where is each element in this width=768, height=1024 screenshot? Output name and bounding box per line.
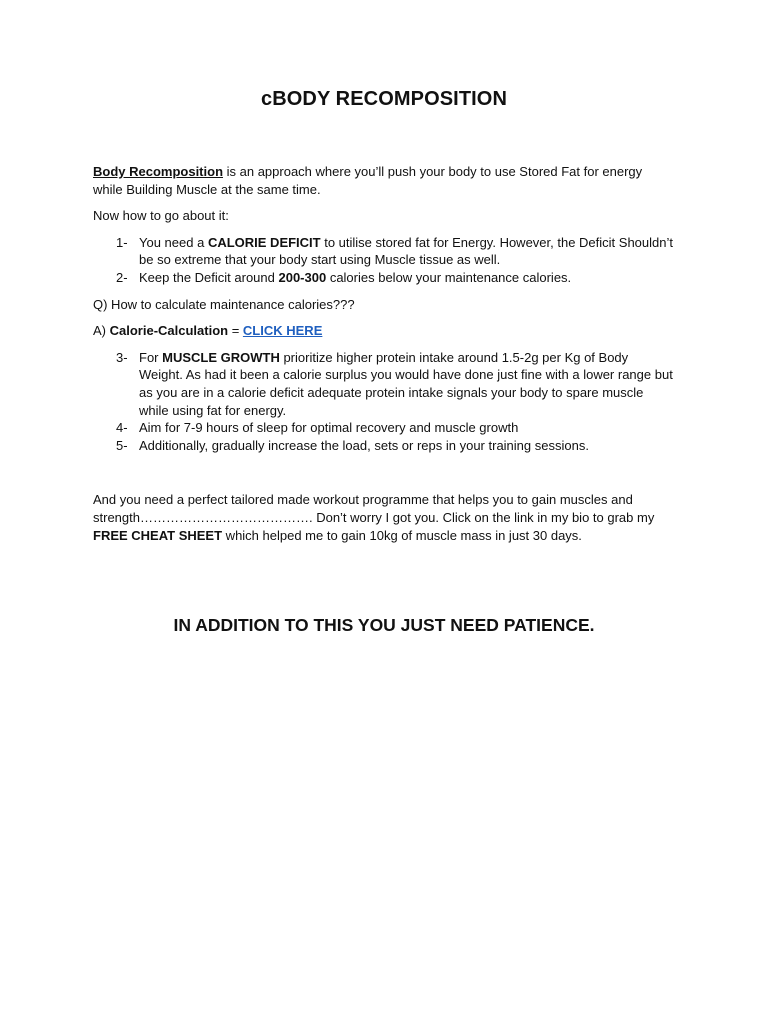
list-item-text <box>138 419 673 437</box>
list-item-pre: Aim for 7-9 hours of sleep for optimal recovery and muscle growth <box>139 420 519 436</box>
list-item-pre: For <box>139 349 163 365</box>
intro-paragraph <box>93 163 673 198</box>
list-item-post: to utilise stored fat for Energy. However, the Deficit Shouldn’t be so extreme that your body start using Muscle tissue as well. <box>139 234 673 268</box>
closing-paragraph <box>93 491 673 544</box>
list-item-bold: 200-300 <box>278 269 327 285</box>
list-number: 2- <box>116 269 128 285</box>
list-item-pre: Additionally, gradually increase the load, sets or reps in your training sessions. <box>139 437 589 453</box>
answer-prefix: A) <box>93 323 110 339</box>
closing-pre: And you need a perfect tailored made workout programme that helps you to gain muscles and strength…………………………………. Don’t worry I got you. Click on the link in my bio to grab my <box>93 492 655 525</box>
list-item <box>93 269 673 287</box>
list-number: 1- <box>116 234 128 250</box>
list-number: 3- <box>116 349 128 365</box>
question-line: Q) How to calculate maintenance calories??? <box>93 296 355 312</box>
answer-line <box>93 322 673 340</box>
steps-list-two <box>93 349 673 455</box>
list-item <box>93 234 673 269</box>
list-item-post: calories below your maintenance calories. <box>326 269 572 285</box>
list-item-bold: MUSCLE GROWTH <box>162 349 280 365</box>
list-item-text <box>138 437 673 455</box>
list-number: 5- <box>116 437 128 453</box>
steps-list-one <box>93 234 673 287</box>
intro-text: is an approach where you’ll push your body to use Stored Fat for energy while Building Muscle at the same time. <box>93 164 643 197</box>
click-here-link[interactable]: CLICK HERE <box>242 323 323 339</box>
list-item-post: prioritize higher protein intake around 1.5-2g per Kg of Body Weight. As had it been a calorie surplus you would have done just fine with a lower range but as you are in a calorie deficit adequate protein intake signals your body to spare muscle while using fat for energy. <box>139 349 673 418</box>
answer-equals: = <box>228 323 243 339</box>
list-item-pre: Keep the Deficit around <box>139 269 279 285</box>
list-item <box>93 437 673 455</box>
list-item <box>93 349 673 419</box>
list-item <box>93 419 673 437</box>
closing-post: which helped me to gain 10kg of muscle mass in just 30 days. <box>222 527 582 543</box>
closing-bold: FREE CHEAT SHEET <box>93 527 223 543</box>
spacer <box>93 463 673 491</box>
how-to-heading: Now how to go about it: <box>93 208 229 224</box>
intro-term: Body Recomposition <box>93 164 224 179</box>
document-title: cBODY RECOMPOSITION <box>260 88 507 110</box>
list-item-bold: CALORIE DEFICIT <box>207 234 321 250</box>
list-item-pre: You need a <box>139 234 208 250</box>
document-body <box>93 163 673 553</box>
list-item-text <box>138 269 673 287</box>
list-item-text <box>138 349 673 419</box>
list-item-text <box>138 234 673 269</box>
footer-statement: IN ADDITION TO THIS YOU JUST NEED PATIENCE. <box>173 615 595 635</box>
answer-label: Calorie-Calculation <box>109 323 229 339</box>
list-number: 4- <box>116 420 128 436</box>
